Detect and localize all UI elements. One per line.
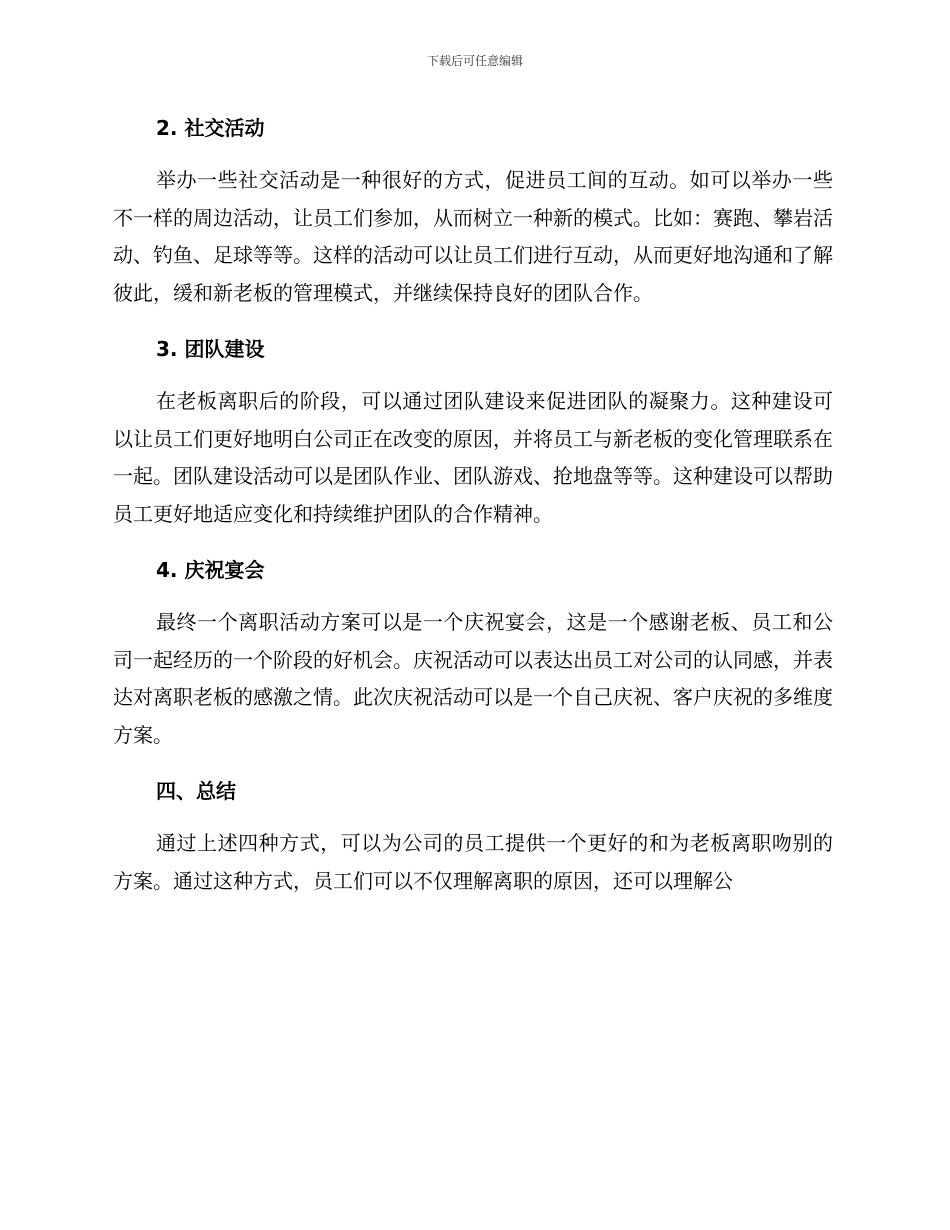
- section-heading-social-activities: 2. 社交活动: [156, 116, 265, 140]
- section-heading-team-building: 3. 团队建设: [156, 337, 265, 361]
- page-header-note: 下载后可任意编辑: [426, 54, 523, 68]
- section-paragraph-social-activities: 举办一些社交活动是一种很好的方式，促进员工间的互动。如可以举办一些不一样的周边活动，让员工们参加，从而树立一种新的模式。比如：赛跑、攀岩活动、钓鱼、足球等等。这样的活动可以让员工们进行互动，从而更好地沟通和了解彼此，缓和新老板的管理模式，并继续保持良好的团队合作。: [113, 168, 833, 305]
- section-paragraph-celebration-banquet: 最终一个离职活动方案可以是一个庆祝宴会，这是一个感谢老板、员工和公司一起经历的一个阶段的好机会。庆祝活动可以表达出员工对公司的认同感，并表达对离职老板的感激之情。此次庆祝活动可以是一个自己庆祝、客户庆祝的多维度方案。: [113, 610, 833, 747]
- section-paragraph-team-building: 在老板离职后的阶段，可以通过团队建设来促进团队的凝聚力。这种建设可以让员工们更好地明白公司正在改变的原因，并将员工与新老板的变化管理联系在一起。团队建设活动可以是团队作业、团队游戏、抢地盘等等。这种建设可以帮助员工更好地适应变化和持续维护团队的合作精神。: [113, 389, 833, 526]
- section-heading-celebration-banquet: 4. 庆祝宴会: [156, 558, 265, 582]
- section-heading-summary: 四、总结: [156, 779, 236, 803]
- document-body: [113, 110, 833, 900]
- section-paragraph-summary: 通过上述四种方式，可以为公司的员工提供一个更好的和为老板离职吻别的方案。通过这种方式，员工们可以不仅理解离职的原因，还可以理解公: [113, 831, 833, 893]
